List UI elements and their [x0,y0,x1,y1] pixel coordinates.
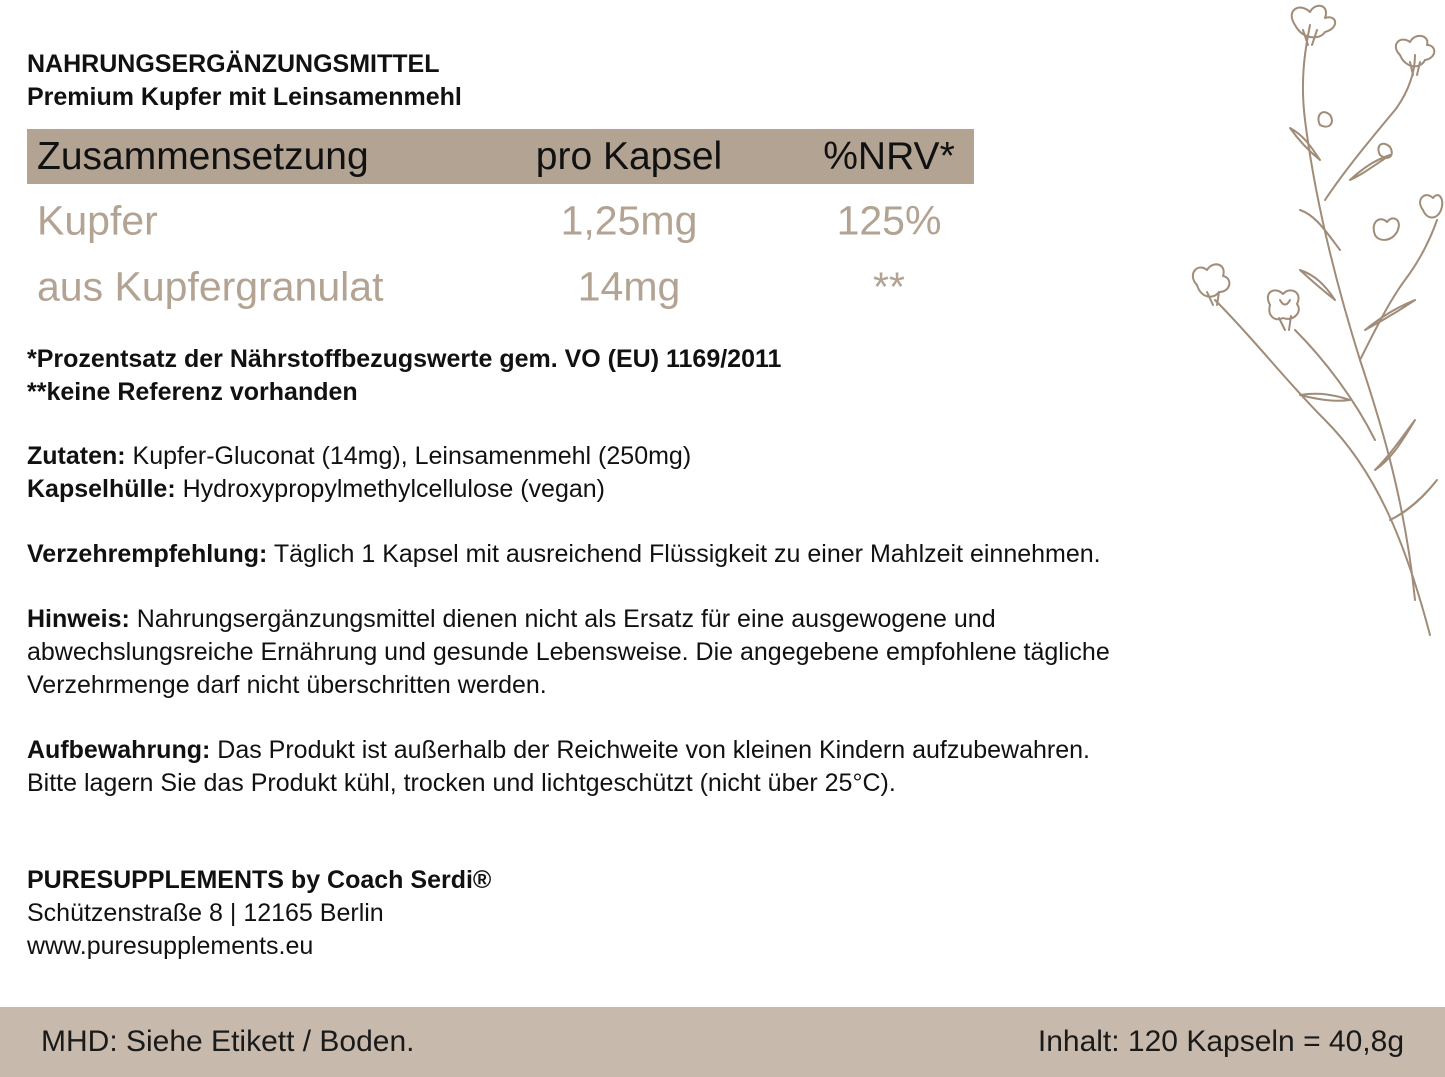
product-category: NAHRUNGSERGÄNZUNGSMITTEL [27,50,440,78]
footnote-no-reference: **keine Referenz vorhanden [27,378,358,406]
company-info [27,864,491,963]
product-header [27,48,462,114]
notice-text-line1: Nahrungsergänzungsmittel dienen nicht als Ersatz für eine ausgewogene und [129,605,996,633]
row-ingredient: Kupfer [37,197,158,244]
footnote-nrv: *Prozentsatz der Nährstoffbezugswerte gem. VO (EU) 1169/2011 [27,345,782,373]
content-text: Inhalt: 120 Kapseln = 40,8g [1037,1025,1404,1058]
storage-section [27,734,1287,800]
row-amount: 14mg [577,263,681,310]
best-before-text: MHD: Siehe Etikett / Boden. [41,1025,415,1058]
notice-section [27,603,1287,702]
row-nrv: ** [873,263,905,310]
dosage-section [27,538,1287,571]
row-ingredient: aus Kupfergranulat [37,263,384,310]
flax-flower-illustration [1175,0,1445,640]
footnotes [27,343,781,409]
notice-text-line2: abwechslungsreiche Ernährung und gesunde Lebensweise. Die angegebene empfohlene tägliche [27,638,1110,666]
dosage-text: Täglich 1 Kapsel mit ausreichend Flüssigkeit zu einer Mahlzeit einnehmen. [267,540,1101,568]
column-per-capsule: pro Kapsel [535,134,723,178]
notice-label: Hinweis: [27,605,130,633]
company-website: www.puresupplements.eu [27,932,314,960]
storage-label: Aufbewahrung: [27,736,211,764]
table-row [27,188,974,254]
ingredients-label: Zutaten: [27,442,126,470]
nutrition-table-header [27,129,974,184]
column-composition: Zusammensetzung [37,134,369,178]
column-nrv: %NRV* [823,134,955,178]
capsule-text: Hydroxypropylmethylcellulose (vegan) [175,475,606,503]
product-name: Premium Kupfer mit Leinsamenmehl [27,83,462,111]
ingredients-text: Kupfer-Gluconat (14mg), Leinsamenmehl (250mg) [125,442,692,470]
capsule-label: Kapselhülle: [27,475,176,503]
company-address: Schützenstraße 8 | 12165 Berlin [27,899,384,927]
notice-text-line3: Verzehrmenge darf nicht überschritten werden. [27,671,547,699]
ingredients-section [27,440,1287,506]
nutrition-table [27,129,974,320]
dosage-label: Verzehrempfehlung: [27,540,268,568]
row-nrv: 125% [836,197,942,244]
table-row [27,254,974,320]
footer-bar [0,1007,1445,1077]
company-name: PURESUPPLEMENTS by Coach Serdi® [27,866,492,894]
storage-text-line2: Bitte lagern Sie das Produkt kühl, trocken und lichtgeschützt (nicht über 25°C). [27,769,896,797]
row-amount: 1,25mg [560,197,698,244]
storage-text-line1: Das Produkt ist außerhalb der Reichweite von kleinen Kindern aufzubewahren. [210,736,1090,764]
